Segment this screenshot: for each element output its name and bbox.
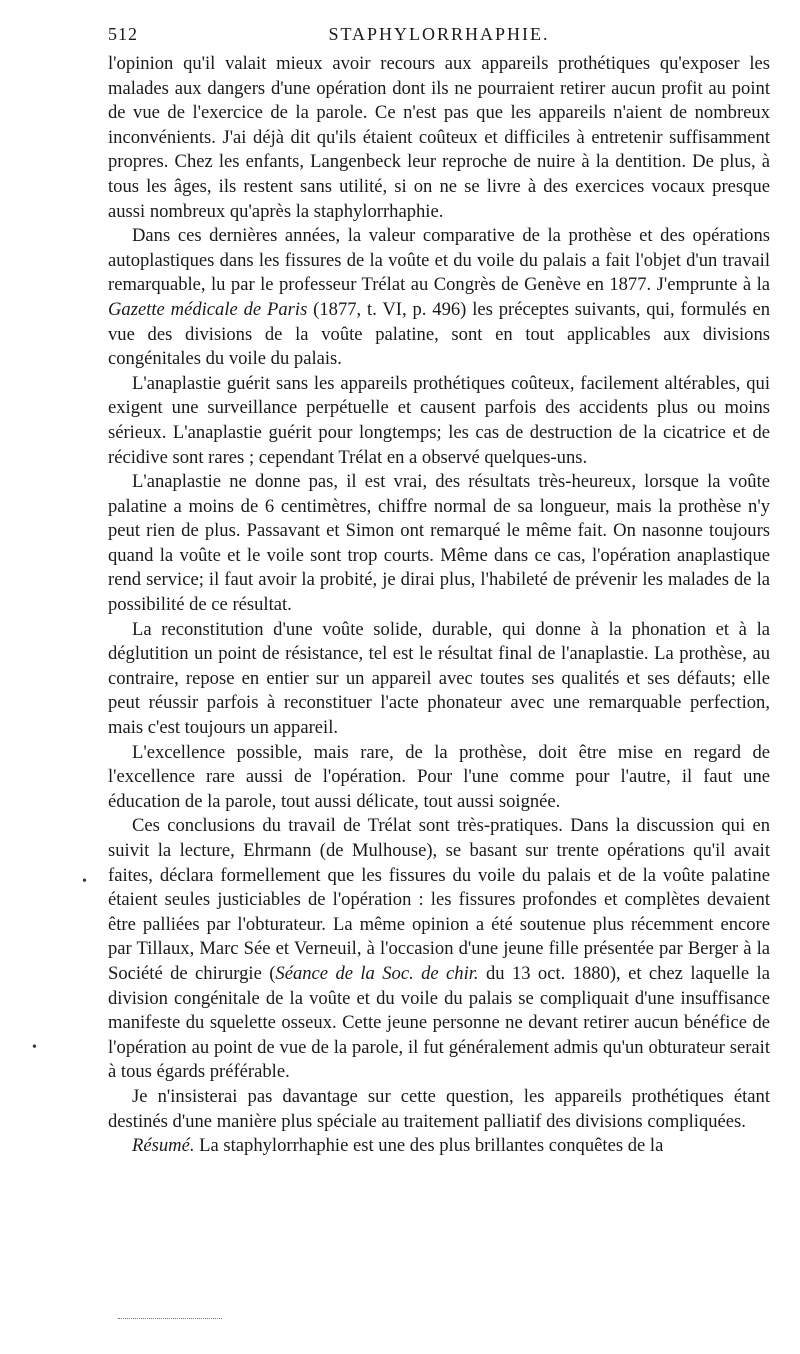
paragraph-text: Dans ces dernières années, la valeur comparative de la prothèse et des opérations autoplastiques dans les fissures de la voûte et du voile du palais a fait l'objet d'un travail remarquable, lu par le professeur Trélat au Congrès de Genève en 1877. J'emprunte à la <box>108 225 770 296</box>
page-number: 512 <box>108 24 138 44</box>
margin-mark: • <box>32 1040 37 1055</box>
paragraph-text: Ces conclusions du travail de Trélat sont très-pratiques. Dans la discussion qui en suivit la lecture, Ehrmann (de Mulhouse), se basant sur trente opérations qu'il avait faites, déclara formellement que les fissures du voile du palais et de la voûte palatine étaient seules justiciables de l'opération : les fissures profondes et complètes devaient être palliées par l'obturateur. La même opinion a été soutenue plus récemment encore par Tillaux, Marc Sée et Verneuil, à l'occasion d'une jeune fille présentée par Berger à la Société de chirurgie ( <box>108 815 770 984</box>
section-label: Résumé. <box>132 1135 195 1157</box>
body-text <box>108 52 770 1159</box>
citation: Séance de la Soc. de chir. <box>275 962 479 984</box>
running-title: STAPHYLORRHAPHIE. <box>328 24 550 44</box>
paragraph: L'anaplastie ne donne pas, il est vrai, des résultats très-heureux, lorsque la voûte palatine a moins de 6 centimètres, chiffre normal de sa longueur, mais la prothèse n'y peut rien de plus. Passavant et Simon ont remarqué le même fait. On nasonne toujours quand la voûte et le voile sont trop courts. Même dans ce cas, l'opération anaplastique rend service; il faut avoir la probité, je dirai plus, l'habileté de prévenir les malades de la possibilité de ce résultat. <box>108 471 770 616</box>
footer-rule <box>118 1318 222 1319</box>
paragraph: La reconstitution d'une voûte solide, durable, qui donne à la phonation et à la déglutition un point de résistance, tel est le résultat final de l'anaplastie. La prothèse, au contraire, repose en entier sur un appareil avec toutes ses qualités et ses défauts; elle peut réussir parfois à reconstituer l'acte phonateur avec une remarquable perfection, mais c'est toujours un appareil. <box>108 618 770 739</box>
paragraph: L'anaplastie guérit sans les appareils prothétiques coûteux, facilement altérables, qui exigent une surveillance perpétuelle et causent parfois des accidents plus ou moins sérieux. L'anaplastie guérit pour longtemps; les cas de destruction de la cicatrice et de récidive sont rares ; cependant Trélat en a observé quelques-uns. <box>108 372 770 468</box>
margin-mark: • <box>82 874 87 889</box>
paragraph-text: (1877, t. VI, p. 496) les préceptes suivants, qui, formulés en vue des divisions de la voûte palatine, sont en tout applicables aux divisions congénitales du voile du palais. <box>108 298 770 370</box>
citation: Gazette médicale de Paris <box>108 298 308 320</box>
paragraph: Je n'insisterai pas davantage sur cette question, les appareils prothétiques étant destinés d'une manière plus spéciale au traitement palliatif des divisions compliquées. <box>108 1085 770 1132</box>
page-header <box>108 24 770 54</box>
paragraph-text: du 13 oct. 1880), et chez laquelle la division congénitale de la voûte et du voile du palais se compliquait d'une insuffisance manifeste du squelette osseux. Cette jeune personne ne devant retirer aucun bénéfice de l'opération au point de vue de la parole, il fut généralement admis qu'un obturateur serait à tous égards préférable. <box>108 962 770 1083</box>
paragraph: L'excellence possible, mais rare, de la prothèse, doit être mise en regard de l'excellence rare aussi de l'opération. Pour l'une comme pour l'autre, il faut une éducation de la parole, tout aussi délicate, tout aussi soignée. <box>108 741 770 812</box>
paragraph: l'opinion qu'il valait mieux avoir recours aux appareils prothétiques qu'exposer les malades aux dangers d'une opération dont ils ne pourraient retirer aucun profit au point de vue de l'exercice de la parole. Ce n'est pas que les appareils n'aient de nombreux inconvénients. J'ai déjà dit qu'ils étaient coûteux et difficiles à entretenir suffisamment propres. Chez les enfants, Langenbeck leur reproche de nuire à la dentition. De plus, à tous les âges, ils restent sans utilité, si on ne se livre à des exercices vocaux presque aussi nombreux qu'après la staphylorrhaphie. <box>108 53 770 222</box>
paragraph <box>108 224 770 372</box>
paragraph <box>108 814 770 1085</box>
paragraph-text: La staphylorrhaphie est une des plus brillantes conquêtes de la <box>194 1135 664 1157</box>
paragraph <box>108 1134 770 1159</box>
